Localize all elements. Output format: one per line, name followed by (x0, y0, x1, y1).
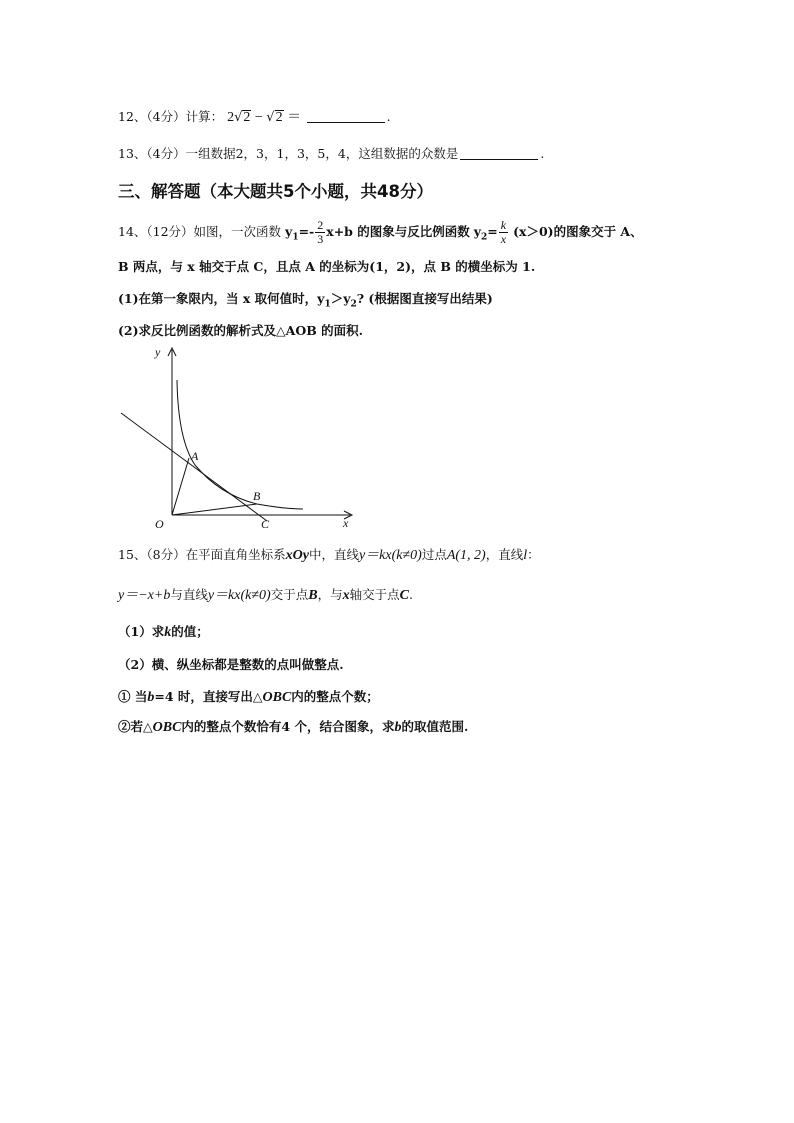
q15-xoy: xOy (285, 548, 309, 563)
q15-p1-end: 的值； (171, 624, 209, 639)
q12-equals: ＝ (287, 110, 302, 125)
q15-end: . (408, 587, 413, 602)
section-3-title: 三、解答题（本大题共5个小题，共48分） (118, 182, 433, 201)
q14-y1: y (285, 224, 293, 239)
q15-mid4: ： (527, 547, 540, 562)
q14-frac2-num: k (500, 218, 507, 232)
q14-function-graph (115, 340, 360, 535)
q14-y2: y (473, 224, 482, 239)
q14-y1-eq: =- (298, 224, 315, 239)
graph-origin-label: O (155, 517, 164, 531)
q14-part1-b: ＞y (330, 291, 351, 306)
q15-mid7: ，与 (317, 587, 343, 602)
q15-p2a-2: =4 时，直接写出△ (154, 689, 263, 704)
q15-p2b-3: 的取值范围. (401, 719, 469, 734)
q15-p2a-1: ① 当 (118, 689, 148, 704)
question-15-part-2: （2）横、纵坐标都是整数的点叫做整点. (118, 657, 344, 672)
q15-point-a: A(1, 2) (446, 548, 486, 563)
q15-eq1: y＝kx(k≠0) (358, 548, 422, 563)
q12-answer-blank[interactable] (307, 110, 385, 123)
question-15-part-2a (118, 688, 379, 707)
hyperbola-y2 (177, 380, 303, 509)
q15-p2b-obc: OBC (152, 720, 182, 735)
q14-fraction-2 (499, 219, 508, 246)
question-15-line-2 (118, 586, 413, 605)
graph-x-label: x (343, 516, 349, 530)
radical-icon: √ (234, 110, 243, 125)
q14-head: 14、（12分）如图，一次函数 (118, 224, 282, 239)
q14-frac1-num: 2 (317, 218, 324, 232)
segment-OB (172, 504, 257, 515)
q15-mid6: 交于点 (270, 587, 309, 602)
radical-icon: √ (266, 110, 275, 125)
q12-minus: − (254, 110, 263, 125)
q13-tail: . (540, 146, 545, 161)
q15-p2b-b: b (394, 720, 402, 735)
q15-p1-k: k (164, 625, 172, 640)
q15-eq3: y＝kx(k≠0) (207, 588, 271, 603)
q15-p2b-2: 内的整点个数恰有4 个，结合图象，求 (181, 719, 395, 734)
q15-point-c: C (399, 588, 409, 603)
q14-y2-sub: 2 (481, 232, 488, 243)
q14-part1-sub2: 2 (350, 299, 357, 310)
question-14-line-1 (118, 219, 643, 247)
q15-mid1: 中，直线 (308, 547, 359, 562)
q12-radicand-2: 2 (275, 110, 283, 125)
q14-frac1-den: 3 (317, 232, 324, 246)
q12-coef: 2 (227, 110, 235, 125)
q15-x: x (342, 588, 350, 603)
graph-point-a-label: A (191, 449, 199, 463)
question-14-part-1 (118, 290, 493, 314)
q15-mid2: 过点 (421, 547, 447, 562)
q15-mid8: 轴交于点 (349, 587, 400, 602)
q15-p2b-1: ②若△ (118, 719, 153, 734)
q13-answer-blank[interactable] (460, 147, 538, 160)
question-13 (118, 145, 544, 163)
graph-point-c-label: C (261, 517, 270, 531)
q14-part1-a: (1)在第一象限内，当 x 取何值时，y (118, 291, 325, 306)
question-14-part-2: (2)求反比例函数的解析式及△AOB 的面积. (118, 323, 363, 338)
q15-p2a-b: b (147, 690, 155, 705)
q15-head: 15、（8分）在平面直角坐标系 (118, 547, 286, 562)
question-15-line-1 (118, 546, 540, 565)
q12-expression (227, 110, 305, 125)
q12-head: 12、（4分）计算： (118, 109, 224, 124)
q14-y2-eq: = (487, 224, 498, 239)
q14-after-frac1: x+b 的图象与反比例函数 (326, 224, 470, 239)
q13-text: 13、（4分）一组数据2，3，1，3，5，4，这组数据的众数是 (118, 146, 459, 161)
q15-p1: （1）求 (118, 624, 165, 639)
q14-part1-c: ? (根据图直接写出结果) (356, 291, 493, 306)
q12-tail: . (386, 109, 391, 124)
q15-eq2: y＝−x+b (118, 588, 171, 603)
q15-line-l: l (523, 548, 528, 563)
line-y1 (121, 413, 267, 521)
question-15-part-1 (118, 623, 209, 642)
q15-p2a-obc: OBC (262, 690, 292, 705)
q15-mid3: ，直线 (485, 547, 524, 562)
graph-point-b-label: B (253, 489, 261, 503)
segment-OA (172, 458, 189, 515)
q14-y1-sub: 1 (292, 232, 299, 243)
q15-p2a-3: 内的整点个数； (291, 689, 379, 704)
q14-frac2-den: x (500, 232, 507, 246)
q14-fraction-1 (315, 219, 325, 246)
q14-after-frac2: (x＞0)的图象交于 A、 (513, 224, 643, 239)
question-12 (118, 108, 391, 127)
q15-point-b: B (308, 588, 318, 603)
question-15-part-2b (118, 718, 468, 737)
q12-radicand-1: 2 (243, 110, 251, 125)
q15-mid5: 与直线 (170, 587, 208, 602)
question-14-line-2: B 两点，与 x 轴交于点 C，且点 A 的坐标为(1，2)，点 B 的横坐标为 1. (118, 259, 536, 274)
q14-part1-sub1: 1 (324, 299, 331, 310)
graph-y-label: y (155, 345, 161, 359)
